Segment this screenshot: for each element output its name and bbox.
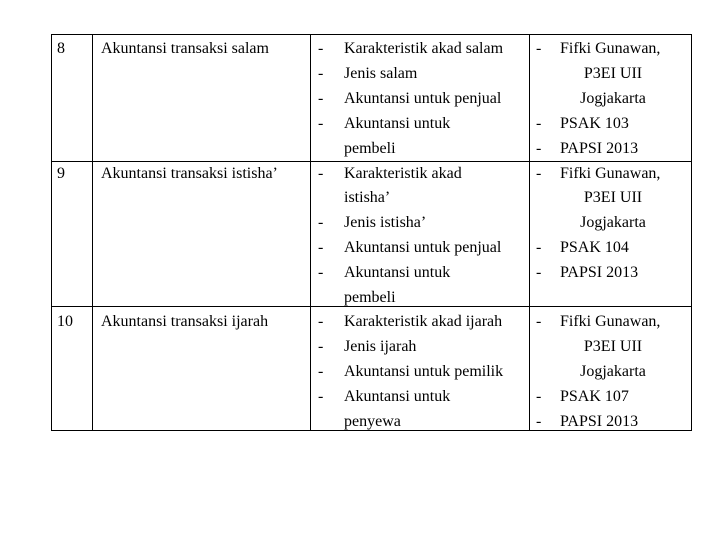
bullet-dash: - (318, 165, 324, 182)
reference-line: P3EI UII (583, 189, 643, 206)
topic-cell: Akuntansi transaksi salam (101, 40, 269, 57)
row-number: 10 (57, 313, 73, 330)
bullet-dash: - (318, 388, 324, 405)
content-line: Akuntansi untuk penjual (344, 90, 502, 107)
reference-line: P3EI UII (583, 338, 643, 355)
column-divider (529, 35, 530, 430)
reference-line: Fifki Gunawan, (560, 40, 661, 57)
topic-cell: Akuntansi transaksi istisha’ (101, 165, 278, 182)
content-line: Karakteristik akad salam (344, 40, 504, 57)
bullet-dash: - (536, 388, 542, 405)
content-line: pembeli (344, 289, 396, 306)
bullet-dash: - (318, 40, 324, 57)
topics-table (51, 34, 692, 431)
bullet-dash: - (536, 165, 542, 182)
bullet-dash: - (536, 264, 542, 281)
bullet-dash: - (318, 65, 324, 82)
topic-cell: Akuntansi transaksi ijarah (101, 313, 269, 330)
bullet-dash: - (318, 239, 324, 256)
content-line: Akuntansi untuk (344, 388, 451, 405)
content-line: pembeli (344, 140, 396, 157)
bullet-dash: - (318, 363, 324, 380)
content-line: Jenis istisha’ (344, 214, 427, 231)
bullet-dash: - (318, 90, 324, 107)
content-line: penyewa (344, 413, 401, 430)
content-line: Karakteristik akad (344, 165, 462, 182)
bullet-dash: - (536, 413, 542, 430)
reference-line: PSAK 104 (560, 239, 629, 256)
bullet-dash: - (536, 115, 542, 132)
column-divider (92, 35, 93, 430)
content-line: Akuntansi untuk penjual (344, 239, 502, 256)
reference-line: PAPSI 2013 (560, 140, 639, 157)
bullet-dash: - (318, 313, 324, 330)
reference-line: Fifki Gunawan, (560, 165, 661, 182)
bullet-dash: - (536, 40, 542, 57)
reference-line: PAPSI 2013 (560, 264, 639, 281)
reference-line: Jogjakarta (580, 363, 646, 380)
bullet-dash: - (536, 239, 542, 256)
reference-line: Jogjakarta (580, 214, 646, 231)
content-line: Karakteristik akad ijarah (344, 313, 503, 330)
bullet-dash: - (318, 338, 324, 355)
reference-line: PAPSI 2013 (560, 413, 639, 430)
reference-line: PSAK 103 (560, 115, 629, 132)
row-number: 8 (57, 40, 65, 57)
reference-line: PSAK 107 (560, 388, 629, 405)
reference-line: Fifki Gunawan, (560, 313, 661, 330)
reference-line: P3EI UII (583, 65, 643, 82)
row-number: 9 (57, 165, 65, 182)
content-line: istisha’ (344, 189, 391, 206)
content-line: Akuntansi untuk pemilik (344, 363, 504, 380)
content-line: Akuntansi untuk (344, 115, 451, 132)
content-line: Jenis ijarah (344, 338, 417, 355)
reference-line: Jogjakarta (580, 90, 646, 107)
bullet-dash: - (536, 313, 542, 330)
bullet-dash: - (318, 214, 324, 231)
bullet-dash: - (318, 115, 324, 132)
content-line: Jenis salam (344, 65, 418, 82)
bullet-dash: - (318, 264, 324, 281)
content-line: Akuntansi untuk (344, 264, 451, 281)
column-divider (310, 35, 311, 430)
bullet-dash: - (536, 140, 542, 157)
